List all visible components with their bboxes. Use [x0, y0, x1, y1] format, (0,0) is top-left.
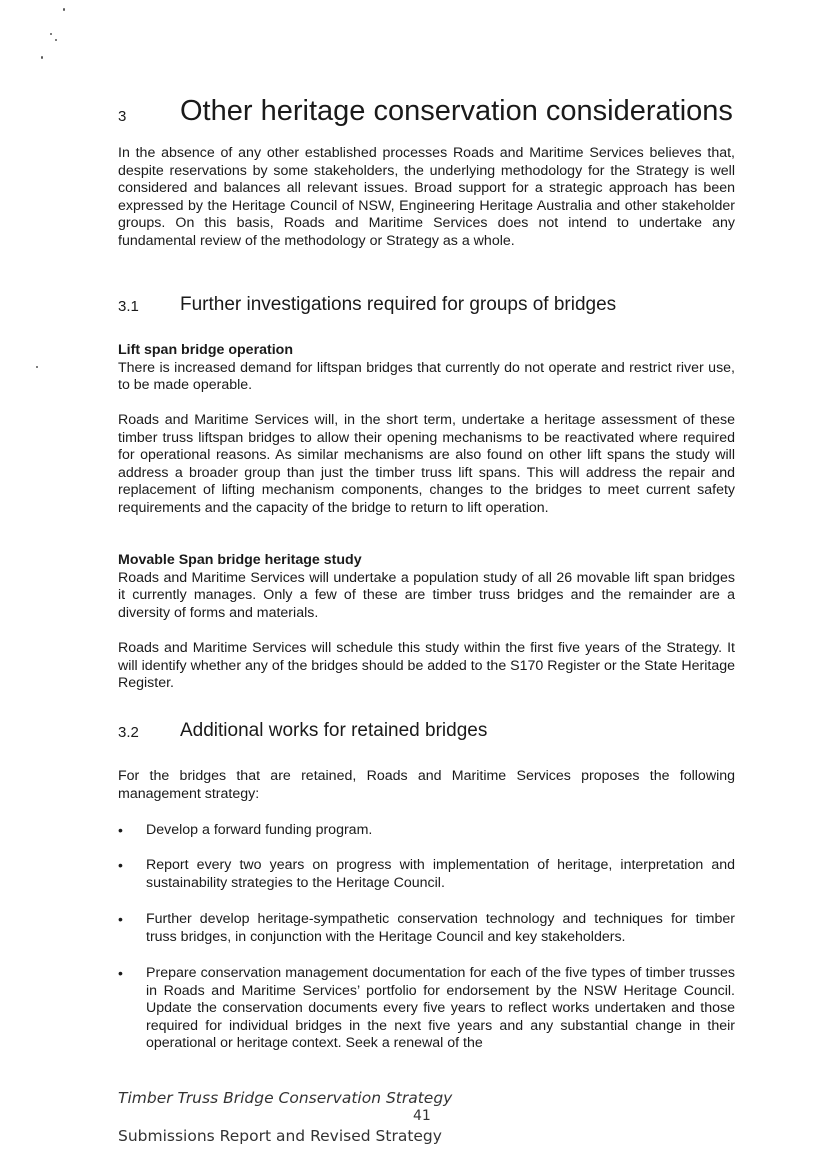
lift-span-heading: Lift span bridge operation: [118, 342, 293, 358]
subsection-title: Further investigations required for groups of bridges: [180, 294, 617, 315]
section-intro-paragraph: In the absence of any other established processes Roads and Maritime Services believes that, despite reservations by some stakeholders, the underlying methodology for the Strategy is well considered and balances all relevant issues. Broad support for a strategic approach has been expressed by the Heritage Council of NSW, Engineering Heritage Australia and other stakeholder groups. On this basis, Roads and Maritime Services does not intend to undertake any fundamental review of the methodology or Strategy as a whole.: [118, 145, 735, 249]
lift-span-block: [118, 342, 735, 395]
subsection-number: 3.2: [118, 724, 139, 741]
scan-speck: [63, 8, 65, 11]
subsection-number: 3.1: [118, 298, 139, 315]
list-item: Report every two years on progress with implementation of heritage, interpretation and sustainability strategies to the Heritage Council.: [146, 857, 735, 891]
scan-speck: [36, 366, 38, 368]
footer-document-title: Timber Truss Bridge Conservation Strategy: [118, 1089, 453, 1107]
movable-span-schedule-paragraph: Roads and Maritime Services will schedule this study within the first five years of the Strategy. It will identify whether any of the bridges should be added to the S170 Register or the State Heritage Register.: [118, 640, 735, 692]
subsection-title: Additional works for retained bridges: [180, 720, 488, 741]
movable-span-heading: Movable Span bridge heritage study: [118, 552, 362, 568]
scan-speck: [50, 33, 52, 35]
list-item: Develop a forward funding program.: [146, 822, 373, 838]
bullet-icon: •: [118, 822, 123, 838]
bullet-icon: •: [118, 911, 123, 927]
lift-span-assessment-paragraph: Roads and Maritime Services will, in the short term, undertake a heritage assessment of these timber truss liftspan bridges to allow their opening mechanisms to be reactivated where required for operational reasons. As similar mechanisms are also found on other lift spans the study will address a broader group than just the timber truss lift spans. This will address the repair and replacement of lifting mechanism components, changes to the bridges to meet current safety requirements and the capacity of the bridge to return to lift operation.: [118, 412, 735, 516]
scan-speck: [55, 39, 57, 41]
footer-document-subtitle: Submissions Report and Revised Strategy: [118, 1127, 442, 1145]
scan-speck: [41, 56, 43, 59]
list-item: Prepare conservation management documentation for each of the five types of timber trusses in Roads and Maritime Services’ portfolio for endorsement by the NSW Heritage Council. Update the conservation documents every five years to reflect works undertaken and those required for individual bridges in the next five years and any substantial change in their operational or heritage context. Seek a renewal of the: [146, 965, 735, 1052]
list-item: Further develop heritage-sympathetic conservation technology and techniques for timber truss bridges, in conjunction with the Heritage Council and key stakeholders.: [146, 911, 735, 945]
page-number: 41: [413, 1108, 431, 1124]
management-intro-paragraph: For the bridges that are retained, Roads and Maritime Services proposes the following management strategy:: [118, 768, 735, 802]
bullet-icon: •: [118, 857, 123, 873]
movable-span-paragraph: Roads and Maritime Services will undertake a population study of all 26 movable lift span bridges it currently manages. Only a few of these are timber truss bridges and the remainder are a diversity of forms and materials.: [118, 569, 735, 621]
lift-span-paragraph: There is increased demand for liftspan bridges that currently do not operate and restrict river use, to be made operable.: [118, 359, 735, 394]
section-title: Other heritage conservation considerations: [180, 95, 733, 127]
section-number: 3: [118, 108, 127, 125]
bullet-icon: •: [118, 965, 123, 981]
movable-span-block: [118, 552, 735, 622]
